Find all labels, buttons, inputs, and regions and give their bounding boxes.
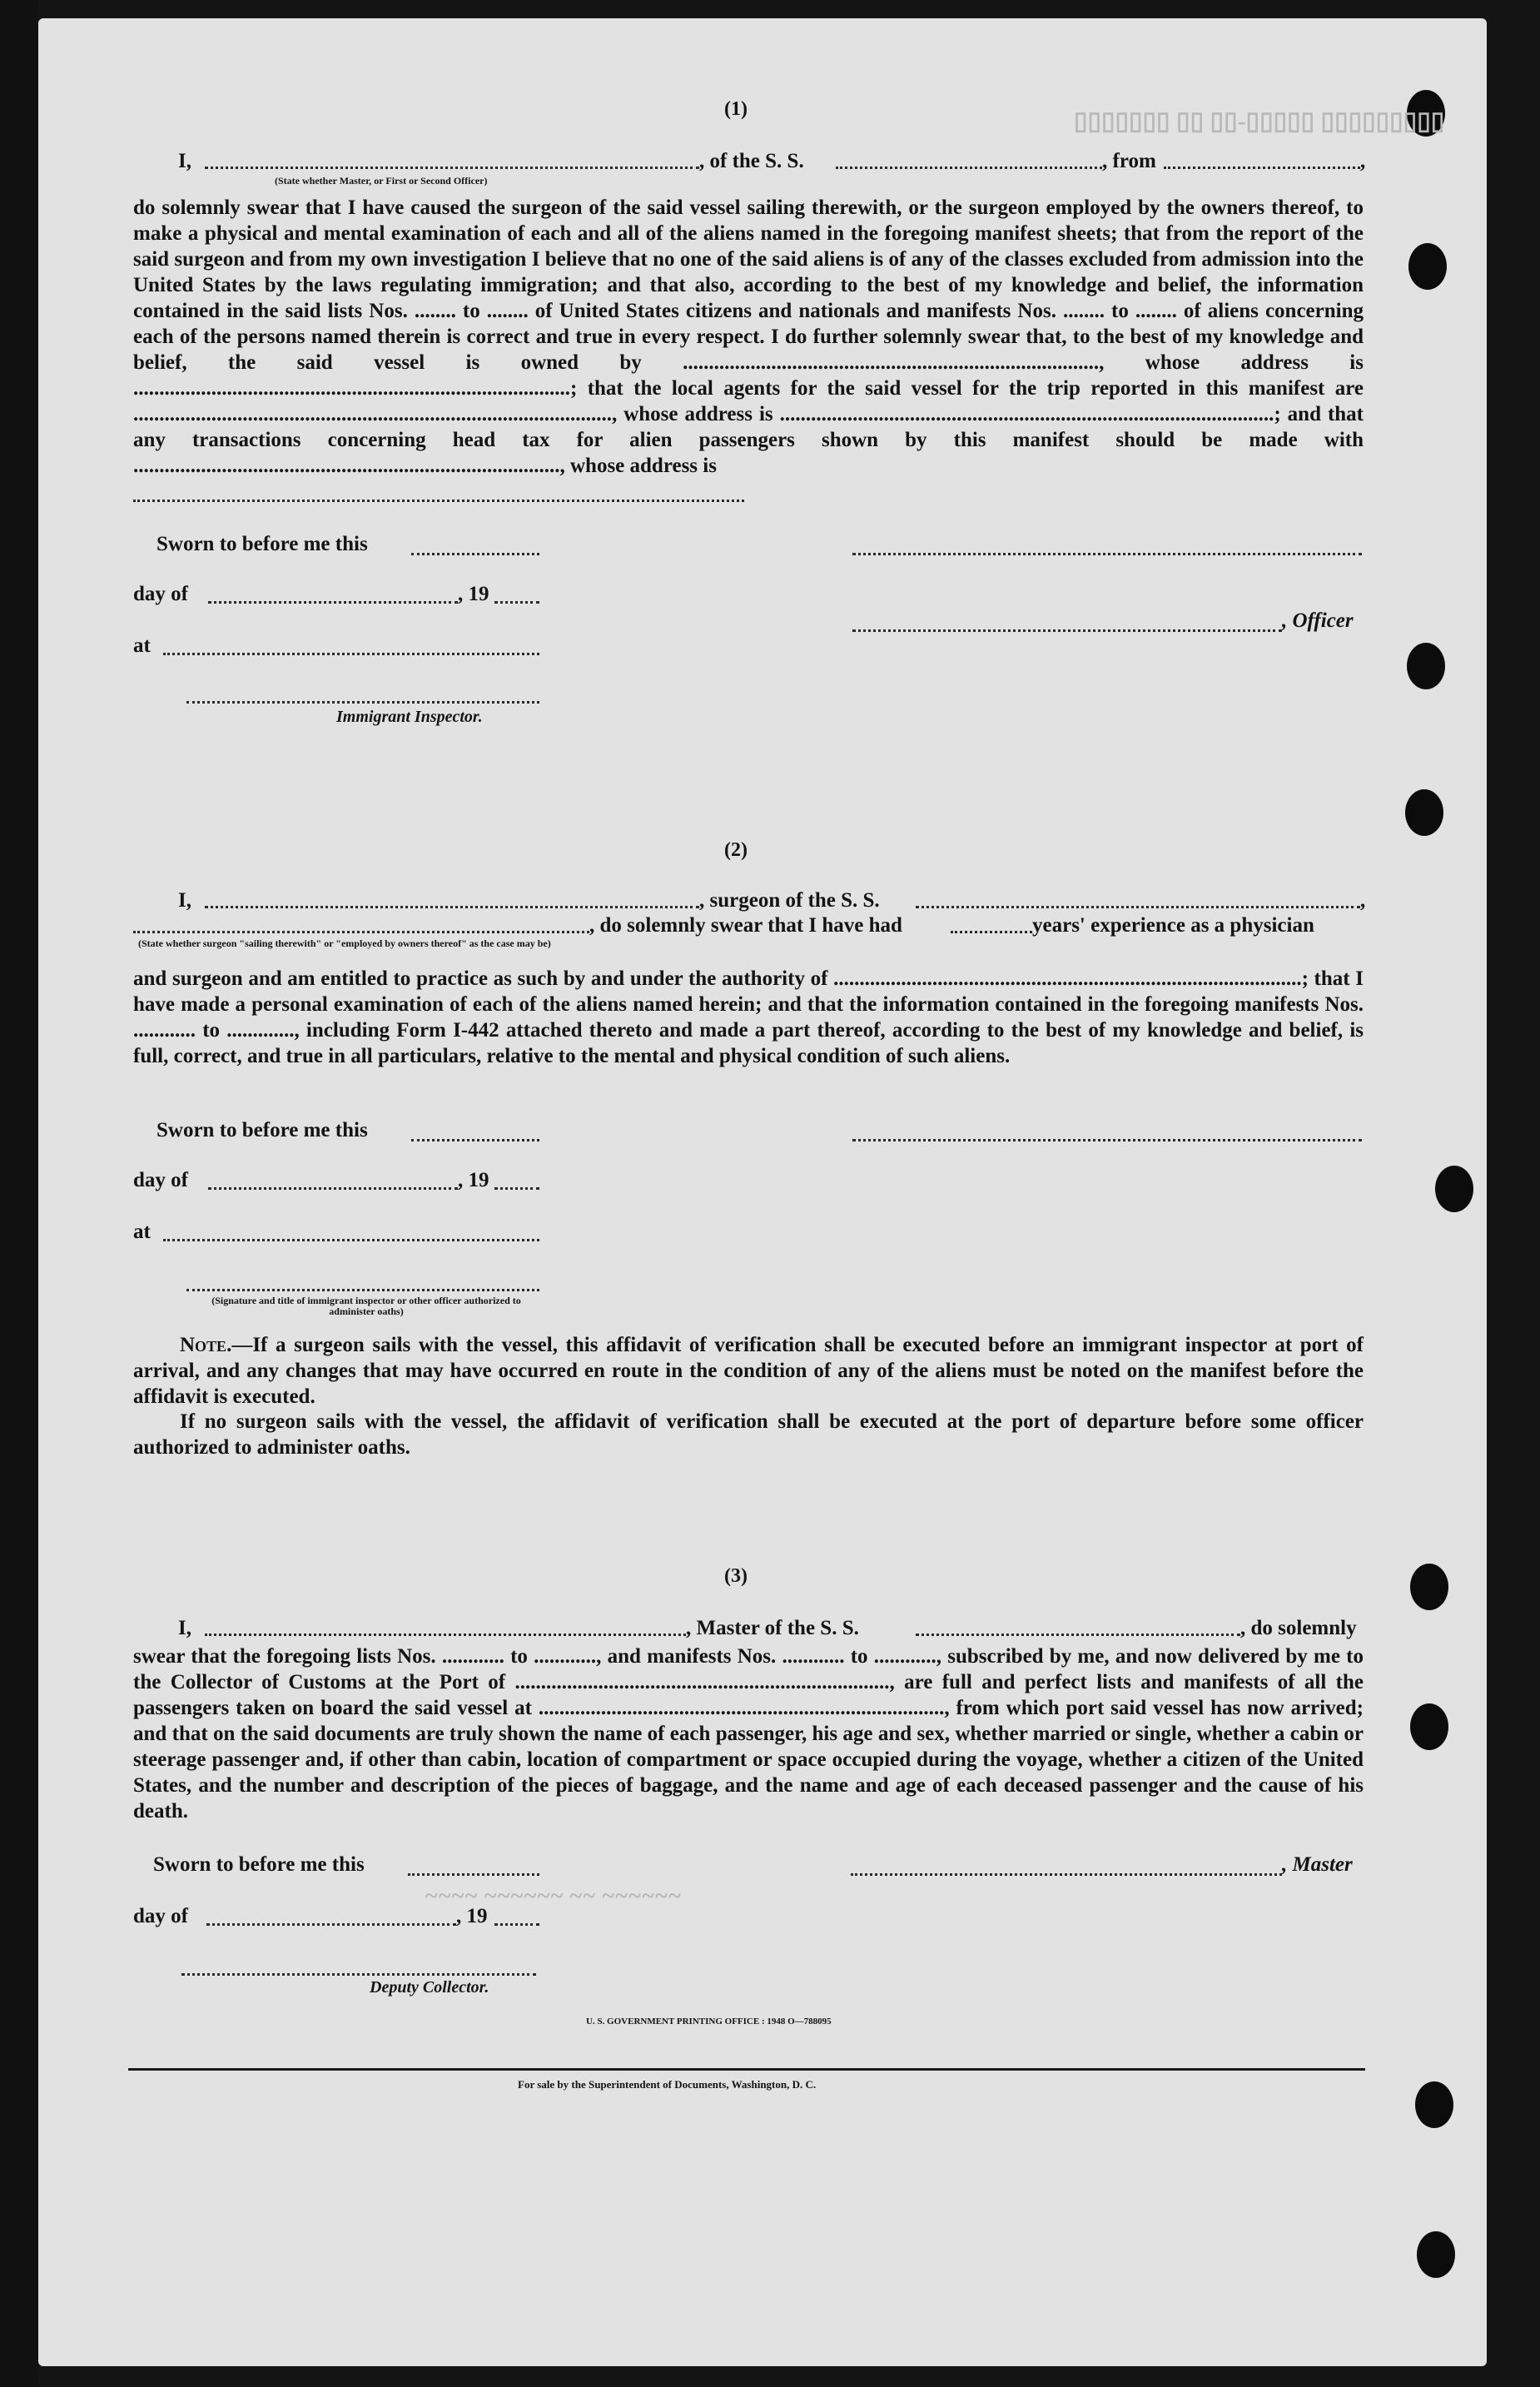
- vessel-name-field-2[interactable]: [916, 906, 1360, 908]
- at-field-2[interactable]: [163, 1239, 539, 1241]
- section-1-of-ss: , of the S. S.: [699, 150, 804, 172]
- immigrant-inspector-label: Immigrant Inspector.: [336, 708, 483, 726]
- punch-hole: [1410, 1564, 1448, 1610]
- sworn-date-field-3[interactable]: [408, 1873, 539, 1876]
- punch-hole: [1435, 1166, 1473, 1212]
- section-1-body: do solemnly swear that I have caused the surgeon of the said vessel sailing therewith, or the surgeon employed by the owners thereof, to make a physical and mental examination of each and all of the aliens named in the foregoing manifest sheets; that from the report of the said surgeon and from my own investigation I believe that no one of the said aliens is of any of the classes excluded from admission into the United States by the laws regulating immigration; and that also, according to the best of my knowledge and belief, the information contained in the said lists Nos. ........ to ........ of United States citizens and nationals and manifests Nos. ........ to ........ of aliens concerning each of the persons named therein is correct and true in every respect. I do further solemnly swear that, to the best of my knowledge and belief, the said vessel is owned by ................................................................................, whose address is ....................................................................................; that the local agents for the said vessel for the trip reported in this manifest are ............................................................................................, whose address is ...............................................................................................; and that any transactions concerning head tax for alien passengers shown by this manifest should be made with .................................................................................., whose address is: [133, 196, 1364, 477]
- officer-signature-line[interactable]: [852, 629, 1282, 632]
- master-of-ss-label: , Master of the S. S.: [686, 1617, 859, 1639]
- year-label-3: , 19: [456, 1905, 488, 1927]
- inspector-signature-line[interactable]: [186, 701, 539, 704]
- year-field-3[interactable]: [494, 1923, 539, 1926]
- departure-port-field[interactable]: [1164, 167, 1360, 169]
- sworn-label-3: Sworn to before me this: [153, 1853, 365, 1876]
- vessel-name-field-1[interactable]: [836, 167, 1102, 169]
- vessel-name-field-3[interactable]: [916, 1634, 1240, 1636]
- surgeon-signature-line[interactable]: [852, 1139, 1362, 1141]
- sworn-date-field-2[interactable]: [411, 1139, 539, 1141]
- officer-rank-field[interactable]: [205, 167, 699, 169]
- day-of-field-1[interactable]: [208, 601, 458, 604]
- master-name-field[interactable]: [205, 1634, 686, 1636]
- punch-hole: [1405, 789, 1443, 836]
- master-label: , Master: [1282, 1853, 1353, 1876]
- punch-hole: [1417, 2231, 1455, 2278]
- punch-hole: [1410, 1703, 1448, 1750]
- day-of-field-2[interactable]: [208, 1187, 458, 1190]
- day-of-label-3: day of: [133, 1905, 188, 1927]
- section-1-from: , from: [1102, 150, 1156, 172]
- section-1-i: I,: [178, 150, 191, 172]
- surgeon-of-ss-label: , surgeon of the S. S.: [699, 889, 880, 912]
- day-of-label-2: day of: [133, 1169, 188, 1191]
- section-1-number: (1): [724, 98, 748, 120]
- punch-hole: [1408, 243, 1447, 290]
- year-field-1[interactable]: [494, 601, 539, 604]
- sworn-label-2: Sworn to before me this: [156, 1119, 368, 1141]
- at-label-1: at: [133, 634, 151, 657]
- printing-office-line: U. S. GOVERNMENT PRINTING OFFICE : 1948 O—788095: [586, 2017, 832, 2026]
- surgeon-type-field[interactable]: [133, 931, 589, 933]
- faint-handwriting: ~~~~ ~~~~~~ ~~ ~~~~~~: [425, 1883, 682, 1909]
- comma: ,: [1360, 889, 1366, 912]
- surgeon-name-field[interactable]: [205, 906, 699, 908]
- day-of-label-1: day of: [133, 583, 188, 605]
- deputy-signature-line[interactable]: [181, 1973, 536, 1976]
- whose-address-line[interactable]: [133, 500, 744, 502]
- solemnly-swear-label: , do solemnly swear that I have had: [589, 914, 902, 937]
- day-of-field-3[interactable]: [206, 1923, 456, 1926]
- section-3-i: I,: [178, 1617, 191, 1639]
- officer-rank-caption: (State whether Master, or First or Second Officer): [275, 175, 488, 186]
- note-paragraph: [133, 1332, 1364, 1410]
- year-label-2: , 19: [458, 1169, 489, 1191]
- master-signature-line[interactable]: [851, 1873, 1282, 1876]
- note-paragraph-2: If no surgeon sails with the vessel, the affidavit of verification shall be executed at the port of departure before some officer authorized to administer oaths.: [133, 1410, 1364, 1459]
- section-2-number: (2): [724, 839, 748, 861]
- scan-left-edge: [0, 0, 38, 2387]
- note-text: —If a surgeon sails with the vessel, this affidavit of verification shall be executed before an immigrant inspector at port of arrival, and any changes that may have occurred en route in the condition of any of the aliens must be noted on the manifest before the affidavit is executed.: [133, 1334, 1364, 1408]
- deputy-collector-label: Deputy Collector.: [370, 1978, 489, 1997]
- surgeon-type-caption: (State whether surgeon "sailing therewith" or "employed by owners thereof" as the case may be): [138, 937, 551, 949]
- punch-hole: [1407, 643, 1445, 689]
- section-2-i: I,: [178, 889, 191, 912]
- note-label: Note.: [180, 1334, 232, 1356]
- section-2-body: and surgeon and am entitled to practice as such by and under the authority of ..........................................................................................; that I have made a personal examination of each of the aliens named herein; and that the information contained in the foregoing manifests Nos. ............ to ............., including Form I-442 attached thereto and made a part thereof, according to the best of my knowledge and belief, is full, correct, and true in all particulars, relative to the mental and physical condition of such aliens.: [133, 967, 1364, 1067]
- year-label-1: , 19: [458, 583, 489, 605]
- sworn-date-field-1[interactable]: [411, 553, 539, 555]
- section-3-number: (3): [724, 1565, 748, 1587]
- sworn-label-1: Sworn to before me this: [156, 533, 368, 555]
- comma: ,: [1360, 150, 1366, 172]
- years-experience-label: years' experience as a physician: [1032, 914, 1314, 937]
- oath-officer-caption: (Signature and title of immigrant inspector or other officer authorized to administer oaths): [211, 1295, 521, 1317]
- oath-officer-signature-line[interactable]: [186, 1289, 539, 1291]
- punch-hole: [1415, 2081, 1453, 2128]
- section-3-body: swear that the foregoing lists Nos. ............ to ............, and manifests Nos. ............ to ............, subscribed by me, and now delivered by me to the Collector of Customs at the Port of ........................................................................, are full and perfect lists and manifests of all the passengers taken on board the said vessel at .............................................................................., from which port said vessel has now arrived; and that on the said documents are truly shown the name of each passenger, his age and sex, whether married or single, whether a cabin or steerage passenger and, if other than cabin, location of compartment or space occupied during the voyage, whether a citizen of the United States, and the number and description of the pieces of baggage, and the name and age of each deceased passenger and the cause of his death.: [133, 1645, 1364, 1823]
- year-field-2[interactable]: [494, 1187, 539, 1190]
- officer-label: , Officer: [1282, 609, 1354, 632]
- for-sale-line: For sale by the Superintendent of Documents, Washington, D. C.: [518, 2078, 817, 2091]
- officer-signature-line-top[interactable]: [852, 553, 1362, 555]
- years-experience-field[interactable]: [951, 931, 1032, 933]
- show-through-text: ▯▯▯▯▯▯▯ ▯▯ ▯▯-▯▯▯▯▯ ▯▯▯▯▯▯▯▯▯: [1074, 107, 1445, 135]
- do-solemnly-label: , do solemnly: [1240, 1617, 1357, 1639]
- footer-rule: [128, 2068, 1365, 2071]
- at-label-2: at: [133, 1221, 151, 1243]
- at-field-1[interactable]: [163, 653, 539, 655]
